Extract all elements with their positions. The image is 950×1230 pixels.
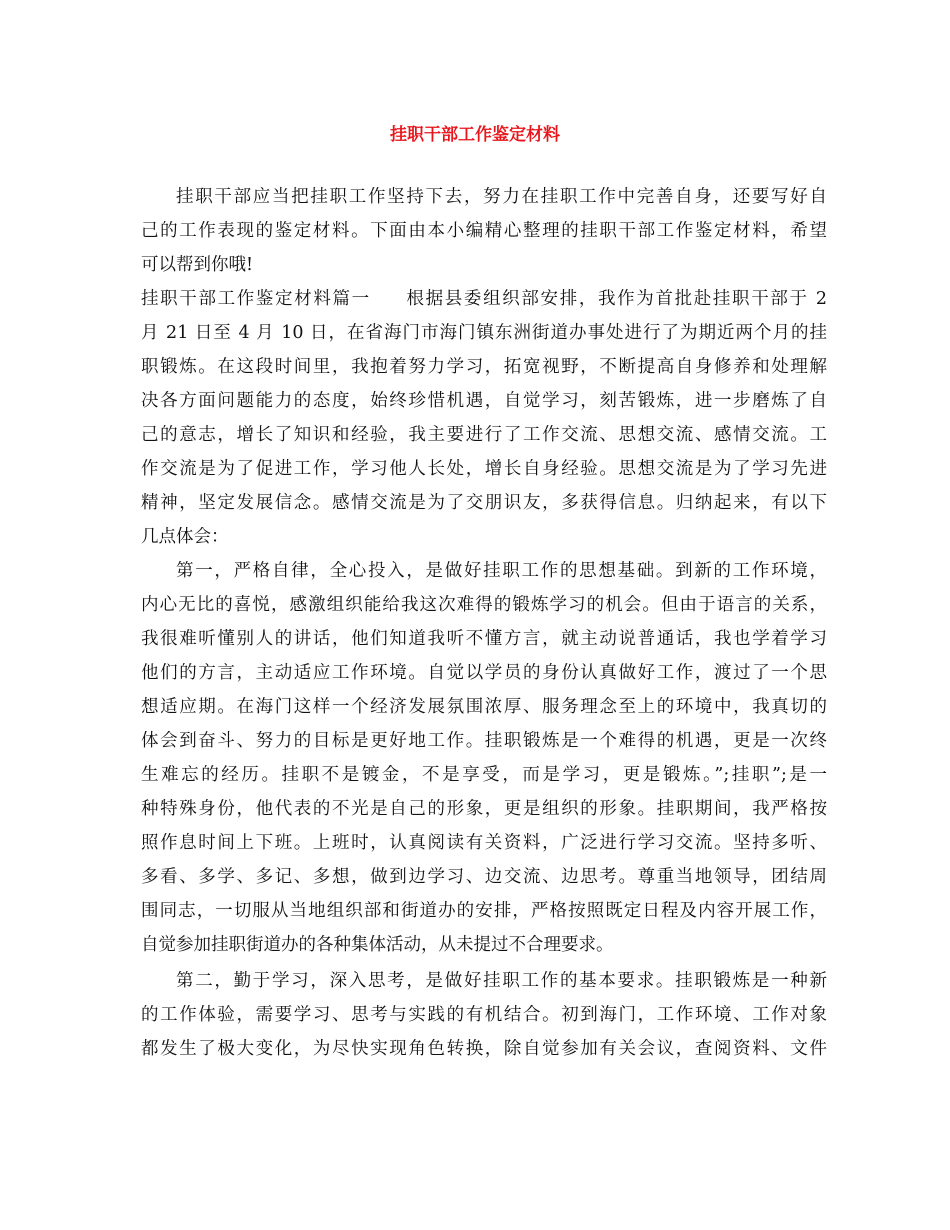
body-line: 多看、多学、多记、多想，做到边学习、边交流、边思考。尊重当地领导，团结周 <box>141 867 827 887</box>
intro-line-1: 挂职干部应当把挂职工作坚持下去，努力在挂职工作中完善自身，还要写好自 <box>176 187 827 207</box>
document-title: 挂职干部工作鉴定材料 <box>390 125 560 145</box>
body-line: 几点体会： <box>141 527 229 547</box>
body-line: 职锻炼。在这段时间里，我抱着努力学习，拓宽视野，不断提高自身修养和处理解 <box>141 357 827 377</box>
body-line: 我很难听懂别人的讲话，他们知道我听不懂方言，就主动说普通话，我也学着学习 <box>141 629 827 649</box>
body-line: 都发生了极大变化，为尽快实现角色转换，除自觉参加有关会议，查阅资料、文件 <box>141 1039 827 1059</box>
body-line: 种特殊身份，他代表的不光是自己的形象，更是组织的形象。挂职期间，我严格按 <box>141 799 827 819</box>
point-one-line: 第一，严格自律，全心投入，是做好挂职工作的思想基础。到新的工作环境， <box>176 561 827 581</box>
body-line: 围同志，一切服从当地组织部和街道办的安排，严格按照既定日程及内容开展工作， <box>141 901 827 921</box>
body-line: 决各方面问题能力的态度，始终珍惜机遇，自觉学习，刻苦锻炼，进一步磨炼了自 <box>141 391 827 411</box>
point-two-line: 第二，勤于学习，深入思考，是做好挂职工作的基本要求。挂职锻炼是一种新 <box>176 971 827 991</box>
body-line: 作交流是为了促进工作，学习他人长处，增长自身经验。思想交流是为了学习先进 <box>141 459 827 479</box>
body-line: 照作息时间上下班。上班时，认真阅读有关资料，广泛进行学习交流。坚持多听、 <box>141 833 827 853</box>
section-one-text-start: 根据县委组织部安排，我作为首批赴挂职干部于 2 <box>404 289 828 309</box>
body-line: 他们的方言，主动适应工作环境。自觉以学员的身份认真做好工作，渡过了一个思 <box>141 663 827 683</box>
body-line: 想适应期。在海门这样一个经济发展氛围浓厚、服务理念至上的环境中，我真切的 <box>141 697 827 717</box>
section-one-first-line <box>141 282 827 316</box>
body-line: 内心无比的喜悦，感激组织能给我这次难得的锻炼学习的机会。但由于语言的关系， <box>141 595 827 615</box>
body-line: 的工作体验，需要学习、思考与实践的有机结合。初到海门，工作环境、工作对象 <box>141 1005 827 1025</box>
intro-line-2: 己的工作表现的鉴定材料。下面由本小编精心整理的挂职干部工作鉴定材料，希望 <box>141 221 827 241</box>
body-line: 己的意志，增长了知识和经验，我主要进行了工作交流、思想交流、感情交流。工 <box>141 425 827 445</box>
body-line: 体会到奋斗、努力的目标是更好地工作。挂职锻炼是一个难得的机遇，更是一次终 <box>141 731 827 751</box>
body-line: 生难忘的经历。挂职不是镀金，不是享受，而是学习，更是锻炼。”;挂职”;是一 <box>141 765 827 785</box>
body-line: 月 21 日至 4 月 10 日，在省海门市海门镇东洲街道办事处进行了为期近两个月的挂 <box>141 323 827 343</box>
section-heading: 挂职干部工作鉴定材料篇一 <box>141 289 371 309</box>
body-line: 精神，坚定发展信念。感情交流是为了交朋识友，多获得信息。归纳起来，有以下 <box>141 493 827 513</box>
intro-line-3: 可以帮到你哦! <box>141 255 254 275</box>
body-line: 自觉参加挂职街道办的各种集体活动，从未提过不合理要求。 <box>141 935 614 955</box>
